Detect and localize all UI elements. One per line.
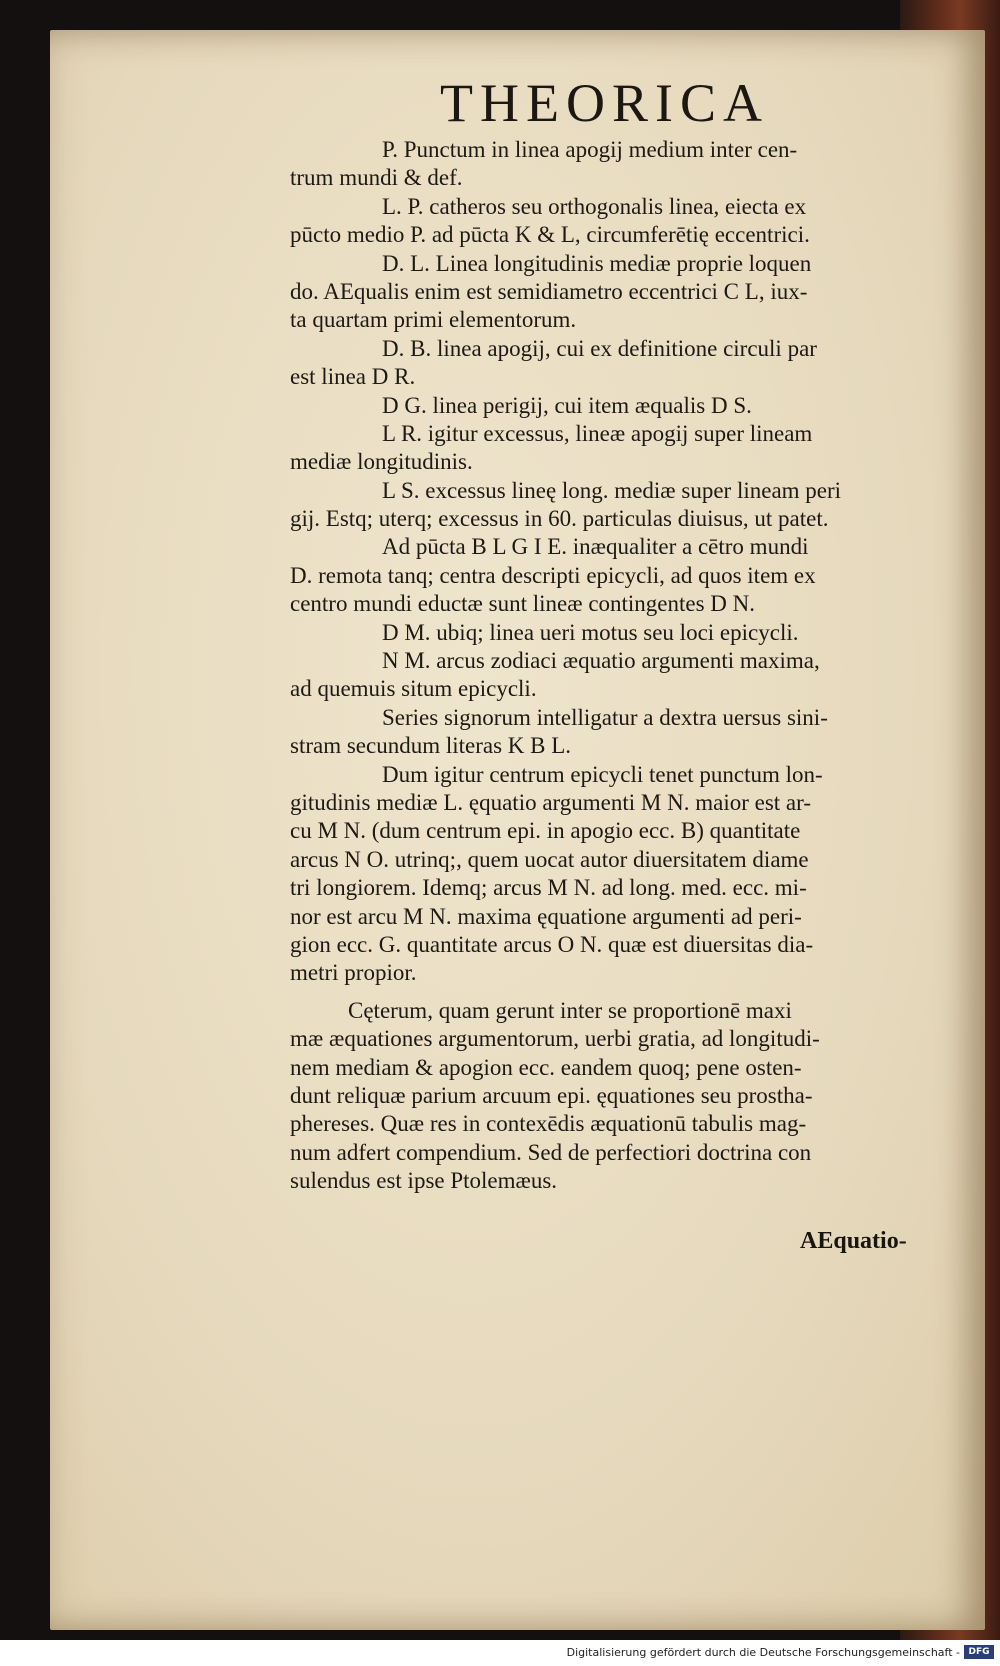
text-line: nem mediam & apogion ecc. eandem quoq; pene osten- <box>290 1054 802 1080</box>
text-line: D. L. Linea longitudinis mediæ proprie loquen <box>382 250 812 276</box>
text-line: tri longiorem. Idemq; arcus M N. ad long. med. ecc. mi- <box>290 875 807 901</box>
text-line: num adfert compendium. Sed de perfectiori doctrina con <box>290 1139 812 1165</box>
text-line: ad quemuis situm epicycli. <box>290 676 537 702</box>
text-line: Ad pūcta B L G I E. inæqualiter a cētro mundi <box>382 534 809 560</box>
text-line: P. Punctum in linea apogij medium inter cen- <box>382 137 798 162</box>
dfg-logo-icon: DFG <box>964 1645 994 1659</box>
text-line: arcus N O. utrinq;, quem uocat autor diuersitatem diame <box>290 846 809 872</box>
running-head: THEORICA <box>440 73 769 133</box>
catchword: AEquatio- <box>800 1228 907 1254</box>
text-line: gion ecc. G. quantitate arcus O N. quæ est diuersitas dia- <box>290 931 814 957</box>
text-line: gitudinis mediæ L. ęquatio argumenti M N. maior est ar- <box>290 789 811 815</box>
text-line: ta quartam primi elementorum. <box>290 307 577 333</box>
text-line: stram secundum literas K B L. <box>290 733 572 759</box>
text-line: centro mundi eductæ sunt lineæ contingentes D N. <box>290 591 756 617</box>
text-line: L S. excessus lineę long. mediæ super lineam peri <box>382 477 842 503</box>
text-line: gij. Estq; uterq; excessus in 60. particulas diuisus, ut patet. <box>290 506 829 532</box>
text-line: mæ æquationes argumentorum, uerbi gratia, ad longitudi- <box>290 1026 820 1052</box>
text-block <box>290 136 940 1195</box>
text-line: do. AEqualis enim est semidiametro eccentrici C L, iux- <box>290 278 808 304</box>
text-line: pūcto medio P. ad pūcta K & L, circumferētię eccentrici. <box>290 222 810 248</box>
text-line: metri propior. <box>290 960 417 986</box>
footer-bar <box>0 1640 1000 1666</box>
text-line: D. remota tanq; centra descripti epicycli, ad quos item ex <box>290 562 816 588</box>
text-line: est linea D R. <box>290 364 416 390</box>
text-line: phereses. Quæ res in contexēdis æquationū tabulis mag- <box>290 1111 807 1137</box>
text-line: dunt reliquæ parium arcuum epi. ęquationes seu prostha- <box>290 1082 813 1108</box>
text-line: Series signorum intelligatur a dextra uersus sini- <box>382 704 828 730</box>
text-line: N M. arcus zodiaci æquatio argumenti maxima, <box>382 648 820 674</box>
text-line: Cęterum, quam gerunt inter se proportionē maxi <box>348 997 792 1023</box>
text-line: Dum igitur centrum epicycli tenet punctum lon- <box>382 761 823 787</box>
text-line: mediæ longitudinis. <box>290 449 473 475</box>
text-line: L R. igitur excessus, lineæ apogij super lineam <box>382 420 813 446</box>
footer-credit: Digitalisierung gefördert durch die Deutsche Forschungsgemeinschaft - <box>566 1646 960 1659</box>
text-line: L. P. catheros seu orthogonalis linea, eiecta ex <box>382 193 807 219</box>
text-line: D M. ubiq; linea ueri motus seu loci epicycli. <box>382 619 799 645</box>
text-line: cu M N. (dum centrum epi. in apogio ecc. B) quantitate <box>290 818 801 844</box>
text-line: nor est arcu M N. maxima ęquatione argumenti ad peri- <box>290 903 802 929</box>
text-line: sulendus est ipse Ptolemæus. <box>290 1168 558 1194</box>
text-line: D G. linea perigij, cui item æqualis D S. <box>382 392 752 418</box>
text-line: D. B. linea apogij, cui ex definitione circuli par <box>382 335 817 361</box>
text-line: trum mundi & def. <box>290 165 463 191</box>
